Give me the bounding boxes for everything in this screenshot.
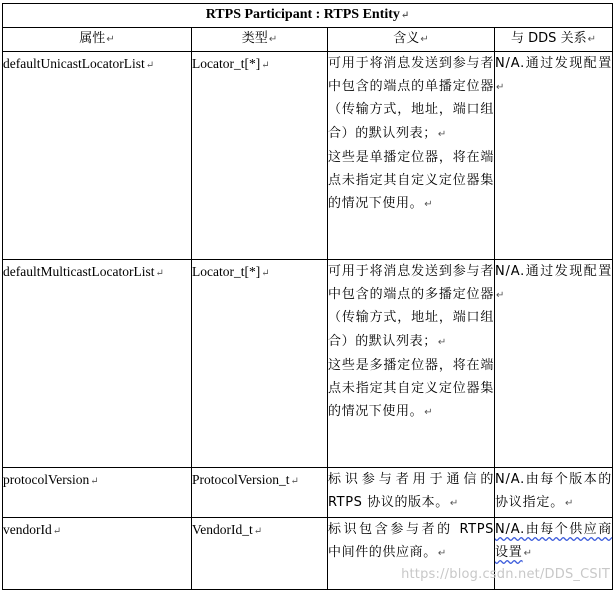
type-text: VendorId_t	[192, 522, 253, 537]
paragraph-mark-icon: ↵	[106, 34, 115, 45]
cell-attribute	[3, 468, 192, 518]
relation-text: N/A.由每个供应商设置	[495, 522, 613, 561]
meaning-text: 这些是多播定位器，将在端点未指定其自定义定位器集的情况下使用。	[328, 357, 494, 420]
table-title	[3, 4, 613, 28]
cell-relation	[495, 260, 613, 468]
paragraph-mark-icon: ↵	[290, 476, 299, 487]
attribute-text: protocolVersion	[3, 472, 90, 487]
meaning-text: 这些是单播定位器，将在端点未指定其自定义定位器集的情况下使用。	[328, 149, 494, 212]
table-row	[3, 52, 613, 260]
header-attribute	[3, 28, 192, 52]
table-title-row	[3, 4, 613, 28]
meaning-text: 标识包含参与者的 RTPS 中间件的供应商。	[328, 522, 494, 561]
type-text: ProtocolVersion_t	[192, 472, 290, 487]
header-relation-label: 与 DDS 关系	[511, 31, 587, 46]
paragraph-mark-icon: ↵	[587, 34, 596, 45]
paragraph-mark-icon: ↵	[155, 268, 164, 279]
relation-text: N/A.由每个版本的协议指定。	[495, 472, 613, 511]
watermark-url: https://blog.csdn.net/DDS_CSIT	[401, 567, 610, 582]
cell-attribute	[3, 52, 192, 260]
relation-text: N/A.通过发现配置	[495, 56, 613, 71]
cell-type	[192, 518, 328, 590]
paragraph-mark-icon: ↵	[145, 60, 155, 71]
cell-meaning	[328, 468, 495, 518]
header-meaning-label: 含义	[393, 31, 420, 46]
meaning-paragraph	[328, 52, 494, 146]
table-header-row	[3, 28, 613, 52]
header-type	[192, 28, 328, 52]
paragraph-mark-icon: ↵	[261, 268, 270, 279]
relation-text: N/A.通过发现配置	[495, 264, 613, 279]
paragraph-mark-icon: ↵	[437, 548, 447, 560]
type-text: Locator_t[*]	[192, 56, 261, 71]
header-meaning	[328, 28, 495, 52]
meaning-paragraph	[328, 354, 494, 425]
header-type-label: 类型	[241, 31, 268, 46]
cell-type	[192, 468, 328, 518]
paragraph-mark-icon: ↵	[437, 128, 447, 140]
cell-relation	[495, 52, 613, 260]
header-relation	[495, 28, 613, 52]
header-attribute-label: 属性	[79, 31, 106, 46]
type-text: Locator_t[*]	[192, 264, 261, 279]
paragraph-mark-icon: ↵	[424, 407, 434, 419]
cell-meaning	[328, 260, 495, 468]
paragraph-mark-icon: ↵	[90, 476, 99, 487]
paragraph-mark-icon: ↵	[565, 498, 575, 510]
paragraph-mark-icon: ↵	[424, 199, 434, 211]
paragraph-mark-icon: ↵	[268, 34, 278, 45]
rtps-participant-table	[2, 3, 613, 590]
attribute-text: defaultMulticastLocatorList	[3, 264, 155, 279]
meaning-text: 标识参与者用于通信的 RTPS 协议的版本。	[328, 472, 494, 511]
table-title-text: RTPS Participant : RTPS Entity	[205, 7, 400, 22]
cell-attribute	[3, 518, 192, 590]
paragraph-mark-icon: ↵	[449, 498, 459, 510]
paragraph-mark-icon: ↵	[400, 10, 410, 21]
cell-relation	[495, 468, 613, 518]
cell-meaning	[328, 52, 495, 260]
table-row	[3, 260, 613, 468]
meaning-paragraph	[328, 146, 494, 217]
paragraph-mark-icon: ↵	[496, 290, 506, 302]
meaning-text: 可用于将消息发送到参与者中包含的端点的单播定位器（传输方式，地址，端口组合）的默认列表；	[328, 56, 494, 141]
cell-attribute	[3, 260, 192, 468]
cell-type	[192, 260, 328, 468]
paragraph-mark-icon: ↵	[253, 526, 263, 537]
paragraph-mark-icon: ↵	[261, 60, 270, 71]
attribute-text: vendorId	[3, 522, 52, 537]
paragraph-mark-icon: ↵	[420, 34, 429, 45]
meaning-paragraph	[328, 260, 494, 354]
paragraph-mark-icon: ↵	[523, 548, 533, 560]
meaning-text: 可用于将消息发送到参与者中包含的端点的多播定位器（传输方式，地址，端口组合）的默认列表；	[328, 264, 494, 349]
cell-type	[192, 52, 328, 260]
paragraph-mark-icon: ↵	[437, 336, 447, 348]
paragraph-mark-icon: ↵	[496, 82, 506, 94]
table-row	[3, 468, 613, 518]
attribute-text: defaultUnicastLocatorList	[3, 56, 145, 71]
paragraph-mark-icon: ↵	[52, 526, 62, 537]
